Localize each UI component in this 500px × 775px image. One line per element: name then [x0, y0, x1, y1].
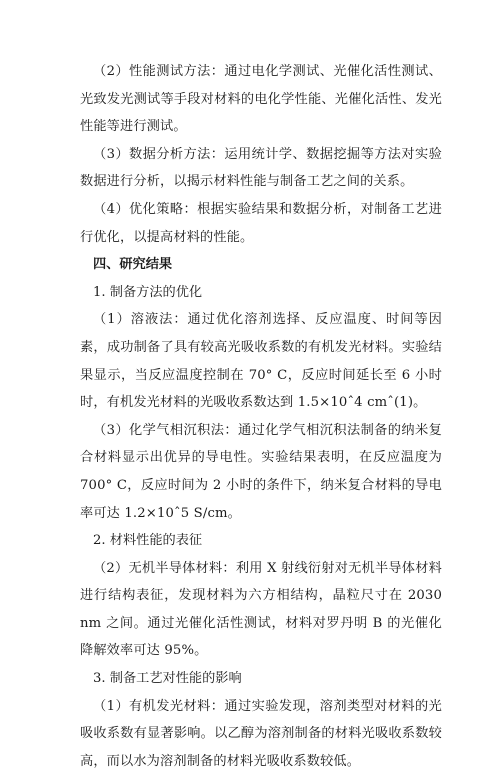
- subheading-material-characterization: 2. 材料性能的表征: [93, 533, 203, 549]
- paragraph-inorganic-semiconductor: （2）无机半导体材料：利用 X 射线衍射对无机半导体材料进行结构表征，发现材料为六方相结构，晶粒尺寸在 2030 nm 之间。通过光催化活性测试，材料对罗丹明 B 的光催化降解效率可达 95%。: [80, 560, 442, 659]
- paragraph-performance-testing: （2）性能测试方法：通过电化学测试、光催化活性测试、光致发光测试等手段对材料的电化学性能、光催化活性、发光性能等进行测试。: [80, 64, 442, 135]
- paragraph-cvd-method: （3）化学气相沉积法：通过化学气相沉积法制备的纳米复合材料显示出优异的导电性。实验结果表明，在反应温度为 700° C，反应时间为 2 小时的条件下，纳米复合材料的导电率可达 1.2×10ˆ5 S/cm。: [80, 422, 442, 521]
- paragraph-data-analysis: （3）数据分析方法：运用统计学、数据挖掘等方法对实验数据进行分析，以揭示材料性能与制备工艺之间的关系。: [80, 146, 442, 190]
- paragraph-organic-luminescent: （1）有机发光材料：通过实验发现，溶剂类型对材料的光吸收系数有显著影响。以乙醇为溶剂制备的材料光吸收系数较高，而以水为溶剂制备的材料光吸收系数较低。: [80, 698, 442, 769]
- paragraph-solution-method: （1）溶液法：通过优化溶剂选择、反应温度、时间等因素，成功制备了具有较高光吸收系数的有机发光材料。实验结果显示，当反应温度控制在 70° C，反应时间延长至 6 小时时，有机发光材料的光吸收系数达到 1.5×10ˆ4 cmˆ(1)。: [80, 312, 442, 411]
- subheading-process-impact: 3. 制备工艺对性能的影响: [93, 671, 242, 687]
- section-heading-results: 四、研究结果: [93, 257, 173, 273]
- subheading-method-optimization: 1. 制备方法的优化: [93, 284, 203, 300]
- paragraph-optimization-strategy: （4）优化策略：根据实验结果和数据分析，对制备工艺进行优化，以提高材料的性能。: [80, 201, 442, 245]
